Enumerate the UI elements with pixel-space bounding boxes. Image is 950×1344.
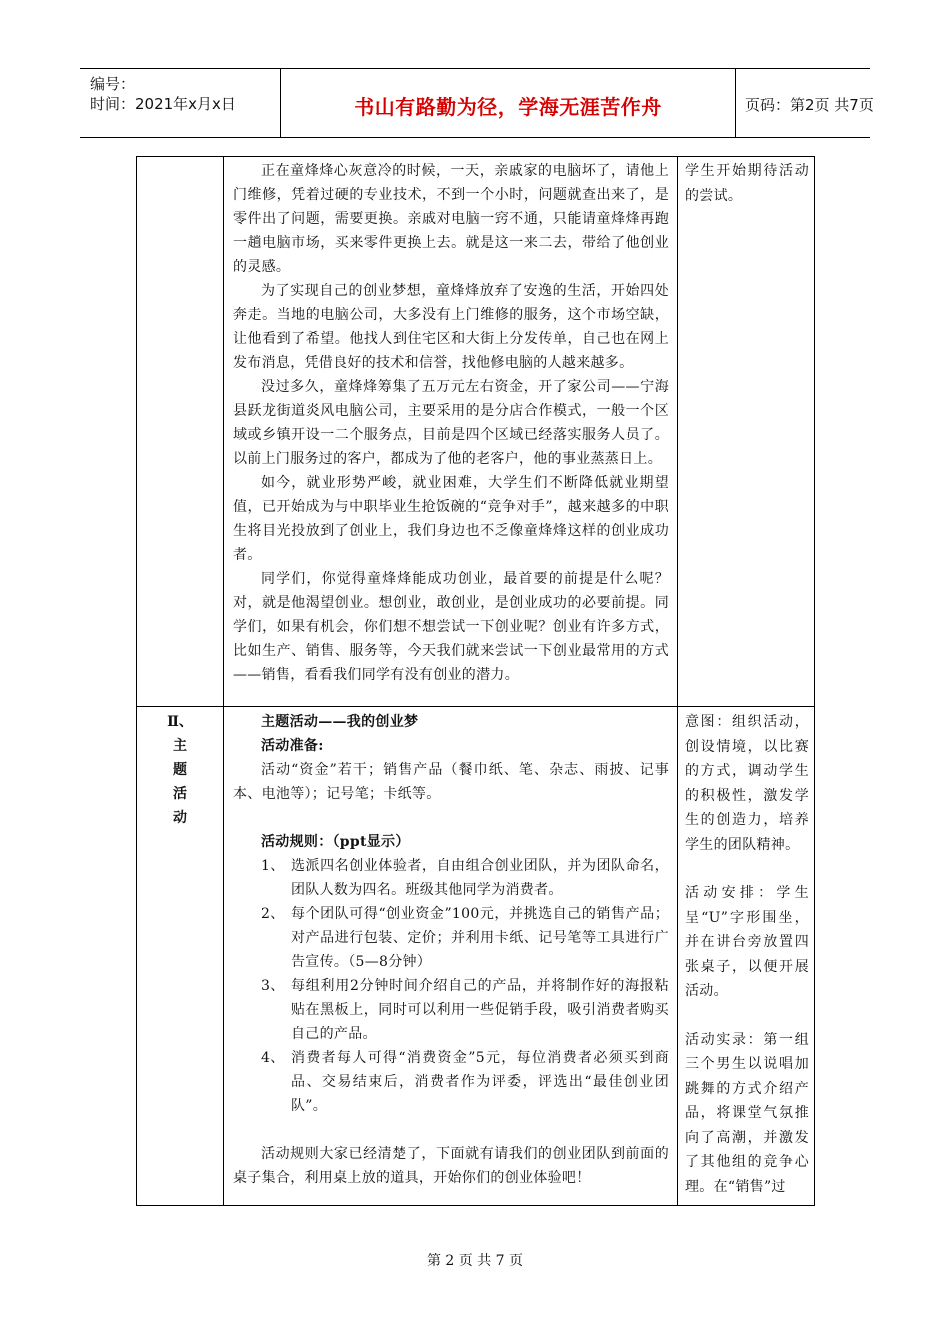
rule-text: 选派四名创业体验者，自由组合创业团队，并为团队命名，团队人数为四名。班级其他同学为消费者。 <box>291 858 669 898</box>
stage-label-char: 活 <box>173 786 187 802</box>
stage-label <box>137 710 223 830</box>
table-divider <box>677 157 678 1205</box>
intent-note: 意图：组织活动，创设情境，以比赛的方式，调动学生的积极性，激发学生的创造力，培养学生的团队精神。 <box>685 714 809 853</box>
rule-number: 1、 <box>261 858 285 874</box>
rule-item <box>261 1046 669 1118</box>
rule-text: 每个团队可得“创业资金”100元，并挑选自己的销售产品；对产品进行包装、定价；并利用卡纸、记号笔等工具进行广告宣传。（5—8分钟） <box>291 906 669 970</box>
story-cell <box>233 159 669 704</box>
rules-list <box>233 854 669 1118</box>
rule-number: 2、 <box>261 906 285 922</box>
spacer <box>685 1004 809 1028</box>
rule-text: 每组利用2分钟时间介绍自己的产品，并将制作好的海报粘贴在黑板上，同时可以利用一些促销手段，吸引消费者购买自己的产品。 <box>291 978 669 1042</box>
rule-item <box>261 902 669 974</box>
prep-text: 活动“资金”若干；销售产品（餐巾纸、笔、杂志、雨披、记事本、电池等）；记号笔；卡纸等。 <box>233 762 669 802</box>
page-header <box>80 68 874 138</box>
rule-item <box>261 974 669 1046</box>
header-meta <box>80 69 280 137</box>
activity-title: 主题活动——我的创业梦 <box>261 714 419 730</box>
motto: 书山有路勤为径，学海无涯苦作舟 <box>354 95 662 119</box>
stage-label-char: 主 <box>173 738 187 754</box>
page-info: 页码：第2页 共7页 <box>745 96 874 114</box>
arrangement-note: 活动安排：学生呈“U”字形围坐，并在讲台旁放置四张桌子，以便开展活动。 <box>685 885 809 999</box>
stage-label-char: Ⅱ、 <box>167 714 193 730</box>
rule-number: 4、 <box>261 1050 285 1066</box>
header-page-cell <box>735 69 874 137</box>
page-footer: 第 2 页 共 7 页 <box>426 1253 524 1269</box>
table-divider <box>223 157 224 1205</box>
activity-notes-cell <box>685 710 809 1204</box>
lesson-table <box>136 156 815 1206</box>
prep-title: 活动准备: <box>261 738 324 754</box>
activity-cell <box>233 710 669 1204</box>
rules-title: 活动规则：（ppt显示） <box>261 834 410 850</box>
table-row-divider <box>137 706 814 707</box>
stage-label-char: 动 <box>173 810 187 826</box>
story-note-cell <box>685 159 809 704</box>
story-paragraph: 没过多久，童烽烽筹集了五万元左右资金，开了家公司——宁海县跃龙街道炎风电脑公司，主要采用的是分店合作模式，一般一个区域或乡镇开设一二个服务点，目前是四个区域已经落实服务人员了。以前上门服务过的客户，都成为了他的老客户，他的事业蒸蒸日上。 <box>233 379 669 467</box>
rule-item <box>261 854 669 902</box>
header-motto-cell <box>280 69 736 137</box>
spacer <box>685 857 809 881</box>
record-note: 活动实录：第一组三个男生以说唱加跳舞的方式介绍产品，将课堂气氛推向了高潮，并激发了其他组的竞争心理。在“销售”过 <box>685 1031 809 1195</box>
closing-text: 活动规则大家已经清楚了，下面就有请我们的创业团队到前面的桌子集合，利用桌上放的道具，开始你们的创业体验吧！ <box>233 1146 669 1186</box>
story-paragraph: 同学们，你觉得童烽烽能成功创业，最首要的前提是什么呢？对，就是他渴望创业。想创业，敢创业，是创业成功的必要前提。同学们，如果有机会，你们想不想尝试一下创业呢？创业有许多方式，比如生产、销售、服务等，今天我们就来尝试一下创业最常用的方式——销售，看看我们同学有没有创业的潜力。 <box>233 571 669 683</box>
spacer <box>233 1118 669 1142</box>
rule-text: 消费者每人可得“消费资金”5元，每位消费者必须买到商品、交易结束后，消费者作为评委，评选出“最佳创业团队”。 <box>291 1050 669 1114</box>
serial-label: 编号： <box>90 75 136 93</box>
story-paragraph: 为了实现自己的创业梦想，童烽烽放弃了安逸的生活，开始四处奔走。当地的电脑公司，大多没有上门维修的服务，这个市场空缺，让他看到了希望。他找人到住宅区和大街上分发传单，自己也在网上发布消息，凭借良好的技术和信誉，找他修电脑的人越来越多。 <box>233 283 669 371</box>
story-paragraph: 正在童烽烽心灰意冷的时候，一天，亲戚家的电脑坏了，请他上门维修，凭着过硬的专业技术，不到一个小时，问题就查出来了，是零件出了问题，需要更换。亲戚对电脑一窍不通，只能请童烽烽再跑一趟电脑市场，买来零件更换上去。就是这一来二去，带给了他创业的灵感。 <box>233 163 669 275</box>
stage-label-char: 题 <box>173 762 187 778</box>
date-label: 时间：2021年x月x日 <box>90 95 236 113</box>
spacer <box>233 806 669 830</box>
story-note: 学生开始期待活动的尝试。 <box>685 163 809 204</box>
story-paragraph: 如今，就业形势严峻，就业困难，大学生们不断降低就业期望值，已开始成为与中职毕业生抢饭碗的“竞争对手”，越来越多的中职生将目光投放到了创业上，我们身边也不乏像童烽烽这样的创业成功者。 <box>233 475 669 563</box>
rule-number: 3、 <box>261 978 285 994</box>
